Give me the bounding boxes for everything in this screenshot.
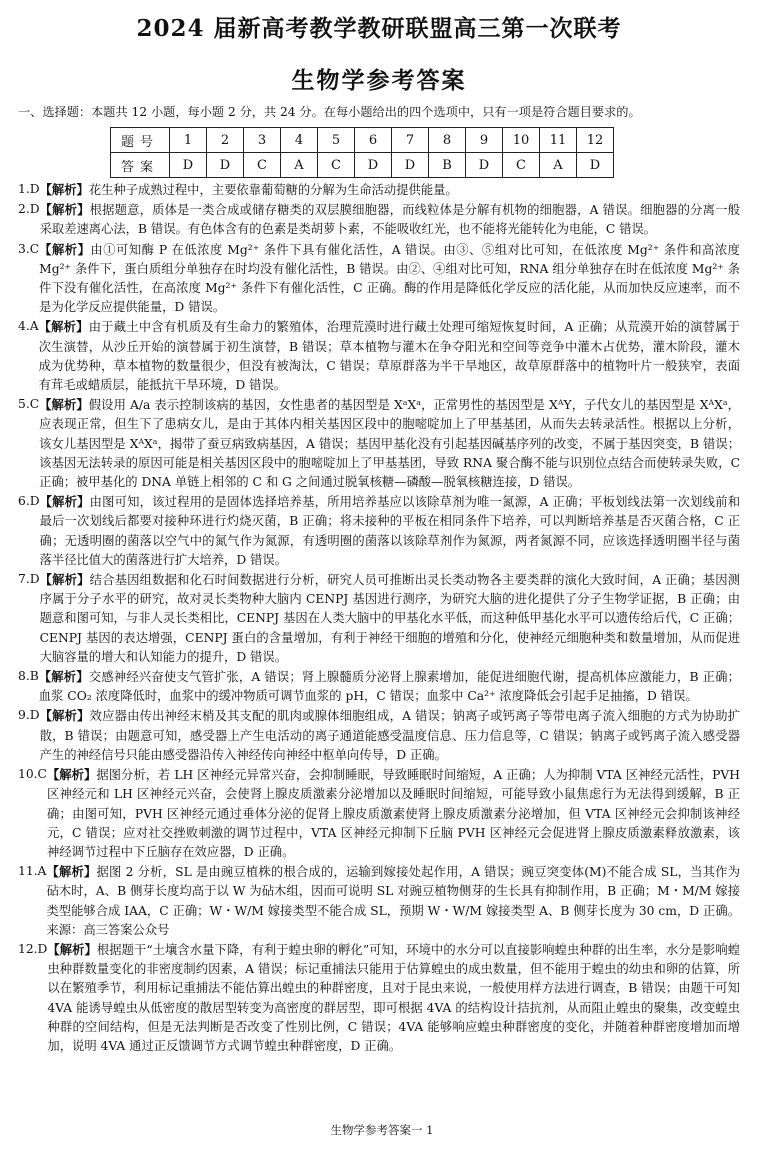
- item-text: 据图 2 分析，SL 是由豌豆植株的根合成的，运输到嫁接处起作用，A 错误；豌豆突变体(M)不能合成 SL，当其作为砧木时，A、B 侧芽长度均高于以 W 为砧木组，因而可说明 SL 对豌豆植物侧芽的生长具有抑制作用，B 正确；M・M/M 嫁接类型能够合成 IAA，C 正确；W・W/M 嫁接类型不能合成 SL，预期 W・W/M 嫁接类型 A、B 侧芽长度为 30 cm，D 正确。来源：高三答案公众号: [46, 865, 740, 937]
- item-number: 10.C: [18, 767, 47, 782]
- analysis-tag: 【解析】: [39, 494, 90, 510]
- analysis-tag: 【解析】: [46, 864, 97, 880]
- question-number-cell: 7: [392, 128, 429, 153]
- item-number: 11.A: [18, 864, 47, 879]
- item-number: 3.C: [18, 241, 40, 256]
- analysis-tag: 【解析】: [47, 941, 97, 957]
- item-number: 12.D: [18, 941, 48, 956]
- explanation-list: [18, 180, 740, 1056]
- answer-cell: D: [207, 153, 244, 178]
- analysis-tag: 【解析】: [38, 319, 89, 335]
- item-text: 效应器由传出神经末梢及其支配的肌肉或腺体细胞组成，A 错误；钠离子或钙离子等带电离子流入细胞的方式为协助扩散，B 错误；由题意可知，感受器上产生电活动的离子通道能感受温度信息、压力信息等，C 错误；钠离子或钙离子流入感受器产生的神经信号只能由感受器沿传入神经传向神经中枢单向传导，D 正确。: [39, 709, 740, 762]
- item-text: 根据题干“土壤含水量下降，有利于蝗虫卵的孵化”可知，环境中的水分可以直接影响蝗虫种群的出生率，水分是影响蝗虫种群数量变化的非密度制约因素，A 错误；标记重捕法只能用于估算蝗虫的成虫数量，但不能用于蝗虫的幼虫和卵的估算，所以在繁殖季节，利用标记重捕法不能估算出蝗虫的种群密度，且对于昆虫来说，一般使用样方法进行调查，B 错误；由题干可知 4VA 能诱导蝗虫从低密度的散居型转变为高密度的群居型，即可根据 4VA 的结构设计拮抗剂，从而阻止蝗虫的聚集，改变蝗虫种群的空间结构，但是无法判断是否改变了性别比例，C 错误；4VA 能够响应蝗虫种群密度的变化，并随着种群密度增加而增加，说明 4VA 通过正反馈调节方式调节蝗虫种群密度，D 正确。: [47, 942, 740, 1053]
- analysis-tag: 【解析】: [39, 708, 90, 724]
- answer-cell: C: [244, 153, 281, 178]
- list-item: [18, 492, 740, 570]
- answer-table: [110, 127, 614, 178]
- list-item: [18, 862, 740, 940]
- page-title: 2024 届新高考教学教研联盟高三第一次联考: [136, 15, 622, 42]
- analysis-tag: 【解析】: [39, 182, 89, 197]
- item-text: 据图分析，若 LH 区神经元异常兴奋，会抑制睡眠，导致睡眠时间缩短，A 正确；人为抑制 VTA 区神经元活性，PVH 区神经元和 LH 区神经元兴奋，会使肾上腺皮质激素分泌增加以及睡眠时间缩短，可能导致小鼠焦虑行为无法得到缓解，B 正确；由图可知，PVH 区神经元通过垂体分泌的促肾上腺皮质激素使肾上腺皮质激素分泌增加，但 VTA 区神经元会抑制该神经元，C 错误；应对社交挫败刺激的调节过程中，VTA 区神经元抑制下丘脑 PVH 区神经元会促进肾上腺皮质激素释放激素，该神经调节过程中下丘脑存在效应器，D 正确。: [46, 768, 740, 859]
- analysis-tag: 【解析】: [39, 241, 91, 257]
- answer-table-answer-row: [111, 153, 614, 178]
- item-number: 6.D: [18, 494, 40, 509]
- item-text: 花生种子成熟过程中，主要依靠葡萄糖的分解为生命活动提供能量。: [88, 183, 458, 197]
- question-number-cell: 2: [207, 128, 244, 153]
- answer-cell: D: [466, 153, 503, 178]
- item-text: 由于藏土中含有机质及有生命力的繁殖体，治理荒漠时进行藏土处理可缩短恢复时间，A 正确；从荒漠开始的演替属于次生演替，从沙丘开始的演替属于初生演替，B 错误；草本植物与灌木在争夺阳光和空间等竞争中灌木占优势，灌木阶段，灌木成为优势种，草本植物的数量很少，但没有被淘汰，C 错误；草原群落为半干旱地区，故草原群落中的植物叶片一般狭窄，表面有茸毛或蜡质层，能抵抗干旱环境，D 错误。: [38, 320, 740, 393]
- list-item: [18, 765, 740, 862]
- analysis-tag: 【解析】: [39, 572, 90, 588]
- item-number: 4.A: [18, 319, 39, 334]
- list-item: [18, 200, 740, 239]
- answer-cell: D: [170, 153, 207, 178]
- list-item: [18, 180, 740, 200]
- analysis-tag: 【解析】: [38, 669, 89, 685]
- answer-cell: A: [540, 153, 577, 178]
- question-number-cell: 1: [170, 128, 207, 153]
- answer-cell: A: [281, 153, 318, 178]
- question-number-cell: 3: [244, 128, 281, 153]
- section-intro: 一、选择题：本题共 12 小题，每小题 2 分，共 24 分。在每小题给出的四个选项中，只有一项是符合题目要求的。: [18, 105, 641, 119]
- list-item: [18, 395, 740, 492]
- answer-cell: C: [503, 153, 540, 178]
- page-footer: 生物学参考答案一 1: [330, 1123, 434, 1137]
- question-number-cell: 8: [429, 128, 466, 153]
- answer-table-row-label: 题号: [111, 128, 170, 153]
- question-number-cell: 6: [355, 128, 392, 153]
- question-number-cell: 12: [577, 128, 614, 153]
- item-number: 9.D: [18, 708, 40, 723]
- item-number: 2.D: [18, 202, 40, 217]
- page-subtitle: 生物学参考答案: [291, 67, 467, 94]
- item-number: 1.D: [18, 182, 40, 196]
- list-item: [18, 317, 740, 395]
- question-number-cell: 11: [540, 128, 577, 153]
- answer-cell: D: [355, 153, 392, 178]
- list-item: [18, 667, 740, 706]
- list-item: [18, 570, 740, 667]
- analysis-tag: 【解析】: [46, 767, 97, 783]
- item-text: 由图可知，该过程用的是固体选择培养基，所用培养基应以该除草剂为唯一氮源，A 正确；平板划线法第一次划线前和最后一次划线后都要对接种环进行灼烧灭菌，B 正确；将未接种的平板在相同条件下培养，可以判断培养基是否灭菌合格，C 正确；无透明圈的菌落以空气中的氮气作为氮源，有透明圈的菌落以该除草剂作为氮源，两者氮源不同，应该选择透明圈半径与菌落半径比值大的菌落进行扩大培养，D 错误。: [39, 495, 740, 567]
- analysis-tag: 【解析】: [39, 397, 89, 413]
- item-text: 由①可知酶 P 在低浓度 Mg²⁺ 条件下具有催化活性，A 错误。由③、⑤组对比可知，在低浓度 Mg²⁺ 条件和高浓度 Mg²⁺ 条件下，蛋白质组分单独存在时均没有催化活性，B 错误。由②、④组对比可知，RNA 组分单独存在时在低浓度 Mg²⁺ 条件下没有催化活性，在高浓度 Mg²⁺ 条件下有催化活性，C 正确。酶的作用是降低化学反应的活化能，从而加快反应速率，而不是为化学反应提供能量，D 错误。: [39, 242, 740, 315]
- list-item: [18, 940, 740, 1056]
- item-text: 结合基因组数据和化石时间数据进行分析，研究人员可推断出灵长类动物各主要类群的演化大致时间，A 正确；基因测序属于分子水平的研究，故对灵长类物种大脑内 CENPJ 基因进行测序，为研究大脑的进化提供了分子生物学证据，B 正确；由题意和图可知，与非人灵长类相比，CENPJ 基因在人类大脑中的甲基化水平低，而这种低甲基化水平可以遗传给后代，C 正确；CENPJ 基因的表达增强，CENPJ 蛋白的含量增加，有利于神经干细胞的增殖和分化，使神经元细胞种类和数量增加，从而促进大脑容量的增大和认知能力的提升，D 错误。: [39, 573, 740, 664]
- answer-cell: D: [392, 153, 429, 178]
- item-text: 假设用 A/a 表示控制该病的基因，女性患者的基因型是 XᵃXᵃ，正常男性的基因型是 XᴬY，子代女儿的基因型是 XᴬXᵃ，应表现正常，但生下了患病女儿，是由于其体内相关基因区段中的胞嘧啶加上了甲基基团，从而失去转录活性。根据以上分析，该女儿基因型是 XᴬXᵃ，揭带了蚕豆病致病基因，A 错误；基因甲基化没有引起基因碱基序列的改变，不属于基因突变，B 错误；该基因无法转录的原因可能是相关基因区段中的胞嘧啶加上了甲基基团，导致 RNA 聚合酶不能与识别位点结合而使转录失败，C 正确；被甲基化的 DNA 单链上相邻的 C 和 G 之间通过脱氧核糖—磷酸—脱氧核糖连接，D 错误。: [39, 398, 740, 490]
- question-number-cell: 5: [318, 128, 355, 153]
- answer-cell: B: [429, 153, 466, 178]
- answer-cell: D: [577, 153, 614, 178]
- item-number: 5.C: [18, 397, 40, 412]
- list-item: [18, 240, 740, 318]
- list-item: [18, 706, 740, 765]
- item-text: 根据题意，质体是一类合成或储存糖类的双层膜细胞器，而线粒体是分解有机物的细胞器，A 错误。细胞器的分离一般采取差速离心法，B 错误。有色体含有的色素是类胡萝卜素，不能吸收红光，也不能将光能转化为电能，C 错误。: [39, 203, 740, 237]
- question-number-cell: 10: [503, 128, 540, 153]
- question-number-cell: 9: [466, 128, 503, 153]
- answer-table-row-label: 答案: [111, 153, 170, 178]
- question-number-cell: 4: [281, 128, 318, 153]
- answer-cell: C: [318, 153, 355, 178]
- analysis-tag: 【解析】: [39, 202, 90, 218]
- item-text: 交感神经兴奋使支气管扩张，A 错误；肾上腺髓质分泌肾上腺素增加，能促进细胞代谢，提高机体应激能力，B 正确；血浆 CO₂ 浓度降低时，血浆中的缓冲物质可调节血浆的 pH，C 错误；血浆中 Ca²⁺ 浓度降低会引起手足抽搐，D 错误。: [38, 670, 740, 704]
- answer-table-number-row: [111, 128, 614, 153]
- item-number: 7.D: [18, 572, 40, 587]
- item-number: 8.B: [18, 669, 39, 684]
